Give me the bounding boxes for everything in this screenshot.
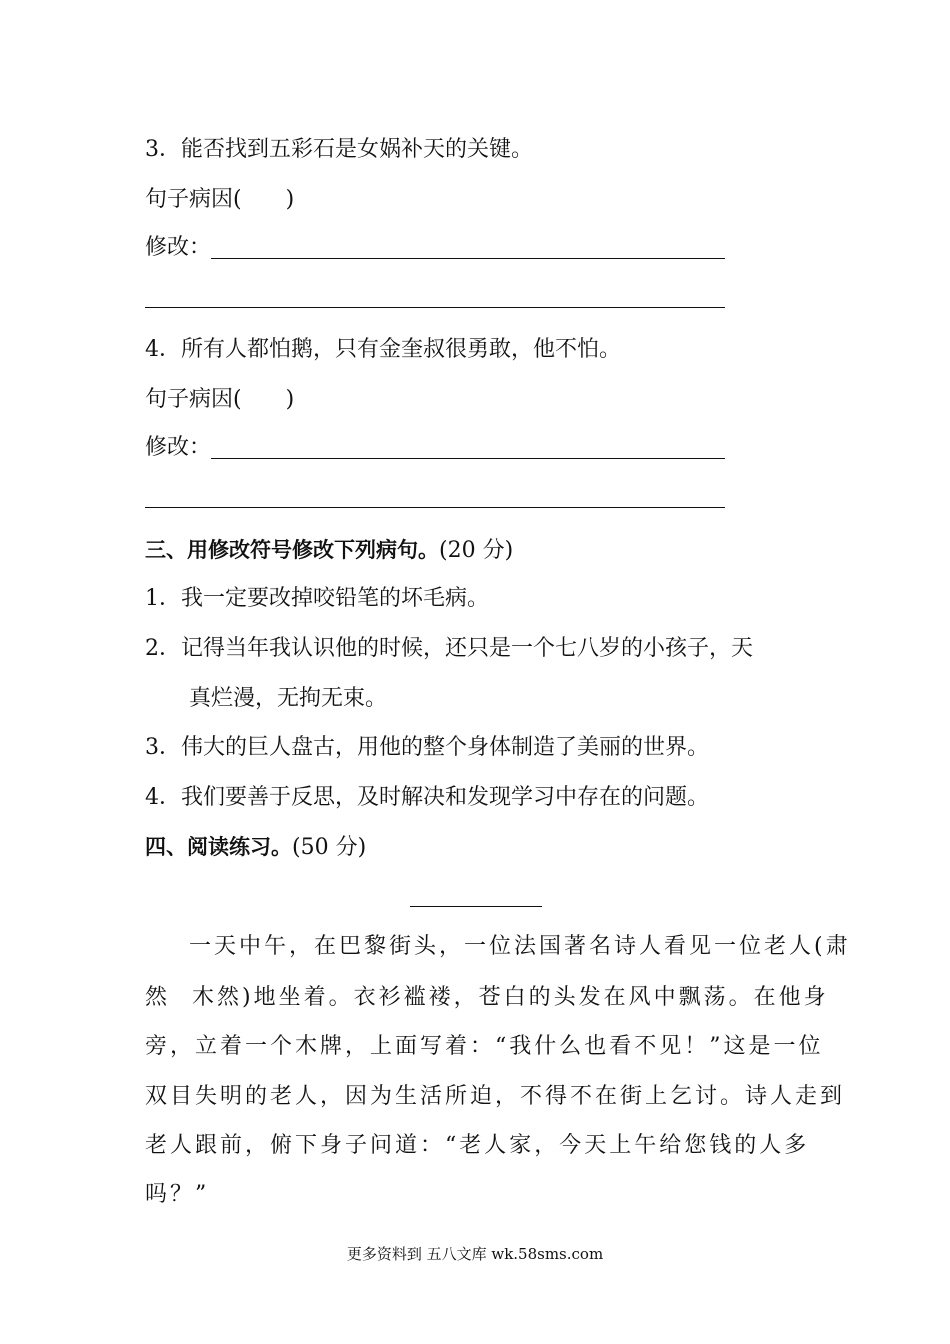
passage-line-4: 双目失明的老人，因为生活所迫，不得不在街上乞讨。诗人走到 [145,1084,846,1109]
section3-item-2-cont: 真烂漫，无拘无束。 [189,686,388,711]
section4-score: (50 分) [292,835,367,860]
q4-reason-close: ) [285,387,295,412]
q4-reason-label: 句子病因( [145,387,242,412]
q3-reason-close: ) [285,187,295,212]
section3-heading: 三、用修改符号修改下列病句。 [145,538,439,562]
q3-reason-label: 句子病因( [145,187,242,212]
section3-score: (20 分) [439,538,514,563]
q4-fix-line-1[interactable] [211,458,725,459]
q4-fix-row [145,433,211,463]
q3-fix-line-2[interactable] [145,307,725,308]
page-footer: 更多资料到 五八文库 wk.58sms.com [346,1245,604,1263]
section3-heading-row [145,535,513,566]
passage-line-5: 老人跟前，俯下身子问道：“老人家，今天上午给您钱的人多 [145,1133,810,1158]
section4-heading: 四、阅读练习。 [145,835,292,859]
section3-item-1: 1．我一定要改掉咬铅笔的坏毛病。 [145,586,489,611]
q3-sentence: 3．能否找到五彩石是女娲补天的关键。 [145,137,533,162]
q4-reason-row [145,385,294,415]
section3-item-4: 4．我们要善于反思，及时解决和发现学习中存在的问题。 [145,785,709,810]
passage-title-blank[interactable] [410,906,542,907]
section3-item-2: 2．记得当年我认识他的时候，还只是一个七八岁的小孩子，天 [145,636,753,661]
passage-line-2-a: 然 [145,985,171,1010]
q3-fix-row [145,233,211,263]
passage-line-6: 吗？” [145,1182,210,1207]
q4-fix-label: 修改： [145,435,212,460]
section4-heading-row [145,832,366,863]
passage-line-3: 旁，立着一个木牌，上面写着：“我什么也看不见！”这是一位 [145,1034,824,1059]
section3-item-3: 3．伟大的巨人盘古，用他的整个身体制造了美丽的世界。 [145,735,709,760]
q3-fix-label: 修改： [145,235,212,260]
q4-sentence: 4．所有人都怕鹅，只有金奎叔很勇敢，他不怕。 [145,337,621,362]
passage-line-2 [145,983,829,1013]
q3-reason-row [145,185,294,215]
q3-fix-line-1[interactable] [211,258,725,259]
passage-line-2-b: 木然)地坐着。衣衫褴褛，苍白的头发在风中飘荡。在他身 [192,985,829,1010]
q4-fix-line-2[interactable] [145,507,725,508]
passage-line-1: 一天中午，在巴黎街头，一位法国著名诗人看见一位老人(肃 [189,934,851,959]
